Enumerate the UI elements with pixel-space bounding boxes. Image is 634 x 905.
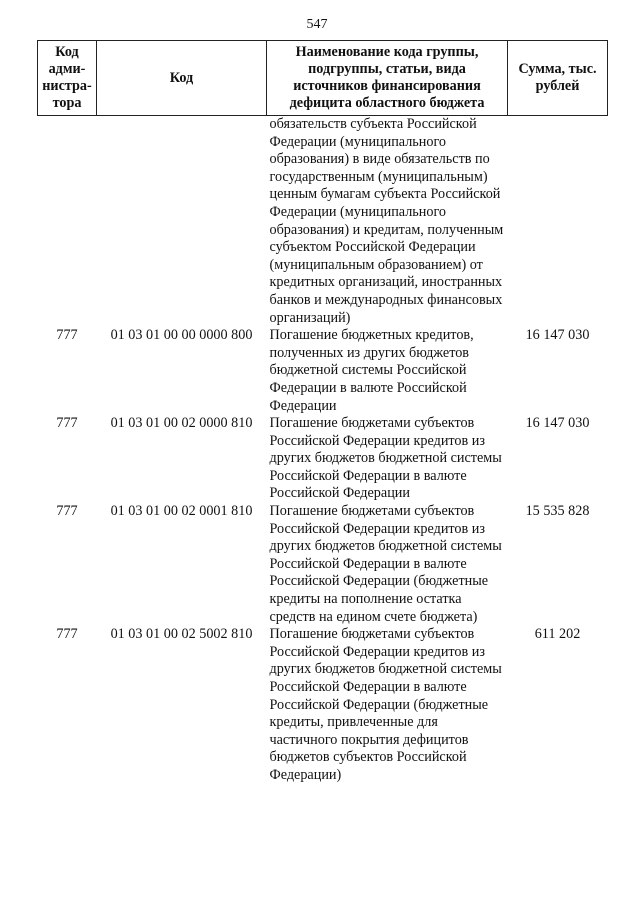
table-header-row [38,41,608,116]
header-code-label: Код [169,69,194,86]
row-code: 01 03 01 00 00 0000 800 [110,327,253,344]
row-name: Погашение бюджетами субъектов Российской Федерации кредитов из других бюджетов бюджетной системы Российской Федерации в валюте Российской Федерации [269,415,502,502]
row-sum: 611 202 [534,626,581,643]
table-row [38,415,608,503]
row-code: 01 03 01 00 02 5002 810 [110,626,253,643]
row-name: Погашение бюджетами субъектов Российской Федерации кредитов из других бюджетов бюджетной системы Российской Федерации в валюте Российской Федерации (бюджетные кредиты, привлеченные для частичного покрытия дефицитов бюджетов субъектов Российской Федерации) [269,626,502,783]
row-code: 01 03 01 00 02 0000 810 [110,415,253,432]
header-code [97,41,267,116]
table-row [38,626,608,784]
row-sum: 15 535 828 [525,503,590,520]
header-sum-label: Сумма, тыс. рублей [518,61,597,94]
row-admin-code: 777 [56,626,78,643]
page-number: 547 [306,17,328,32]
row-sum: 16 147 030 [525,415,590,432]
financing-sources-table [37,40,608,785]
continuation-row [38,116,608,328]
row-name: Погашение бюджетных кредитов, полученных из других бюджетов бюджетной системы Российской Федерации в валюте Российской Федерации [269,327,474,414]
row-admin-code: 777 [56,503,78,520]
header-name [267,41,508,116]
continuation-text: обязательств субъекта Российской Федерации (муниципального образования) в виде обязательств по государственным (муниципальным) ценным бумагам субъекта Российской Федерации (муниципального образования) и кредитам, полученным субъектом Российской Федерации (муниципальным образованием) от кредитных организаций, иностранных банков и международных финансовых организаций) [269,116,504,326]
table-row [38,503,608,626]
row-sum: 16 147 030 [525,327,590,344]
row-admin-code: 777 [56,327,78,344]
row-code: 01 03 01 00 02 0001 810 [110,503,253,520]
row-name: Погашение бюджетами субъектов Российской Федерации кредитов из других бюджетов бюджетной системы Российской Федерации в валюте Российской Федерации (бюджетные кредиты на пополнение остатка средств на едином счете бюджета) [269,503,502,625]
row-admin-code: 777 [56,415,78,432]
table-row [38,327,608,415]
header-name-label: Наименование кода группы, подгруппы, статьи, вида источников финансирования дефицита областного бюджета [289,44,485,111]
header-admin-label: Код адми-нистра-тора [42,44,92,111]
header-sum [508,41,608,116]
header-admin-code [38,41,97,116]
